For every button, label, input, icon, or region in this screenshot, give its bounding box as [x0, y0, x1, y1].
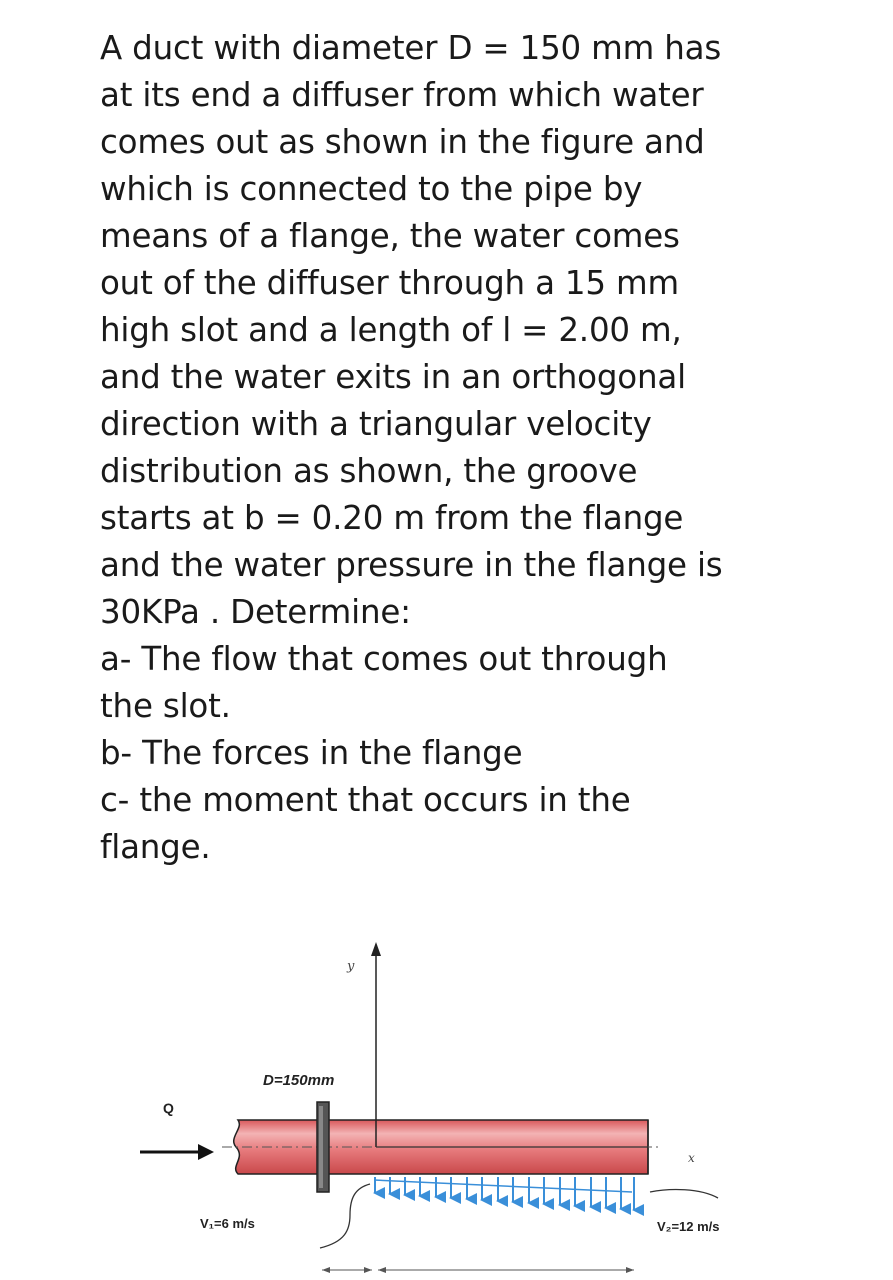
- question-line: the slot.: [100, 687, 231, 725]
- inflow-arrow: [140, 1144, 214, 1160]
- diffuser-diagram: [0, 930, 893, 1280]
- v2-label: V₂=12 m/s: [657, 1219, 720, 1234]
- problem-line: direction with a triangular velocity: [100, 405, 652, 443]
- problem-line: at its end a diffuser from which water: [100, 76, 704, 114]
- flange-highlight: [319, 1106, 323, 1188]
- question-line: a- The flow that comes out through: [100, 640, 668, 678]
- problem-line: distribution as shown, the groove: [100, 452, 638, 490]
- question-a: [100, 636, 800, 730]
- v2-pointer-curve: [650, 1190, 718, 1198]
- question-line: flange.: [100, 828, 211, 866]
- problem-line: out of the diffuser through a 15 mm: [100, 264, 679, 302]
- problem-line: which is connected to the pipe by: [100, 170, 643, 208]
- y-axis: [371, 942, 381, 1147]
- question-line: b- The forces in the flange: [100, 734, 523, 772]
- problem-line: high slot and a length of l = 2.00 m,: [100, 311, 682, 349]
- question-line: c- the moment that occurs in the: [100, 781, 631, 819]
- y-axis-label: y: [347, 959, 355, 974]
- problem-statement: [100, 25, 800, 871]
- problem-line: means of a flange, the water comes: [100, 217, 680, 255]
- diffuser-figure: [0, 930, 893, 1280]
- problem-line: and the water exits in an orthogonal: [100, 358, 686, 396]
- distribution-curve: [320, 1184, 370, 1248]
- problem-line: 30KPa . Determine:: [100, 593, 411, 631]
- problem-line: A duct with diameter D = 150 mm has: [100, 29, 722, 67]
- question-c: [100, 777, 800, 871]
- diameter-label: D=150mm: [263, 1072, 335, 1089]
- v1-label: V₁=6 m/s: [200, 1216, 255, 1231]
- question-b: [100, 730, 800, 777]
- velocity-distribution: [374, 1177, 634, 1210]
- problem-line: and the water pressure in the flange is: [100, 546, 723, 584]
- dimension-lines: [322, 1267, 634, 1273]
- problem-line: comes out as shown in the figure and: [100, 123, 705, 161]
- x-axis-label: x: [688, 1151, 695, 1165]
- problem-line: starts at b = 0.20 m from the flange: [100, 499, 684, 537]
- flow-q-label: Q: [163, 1100, 174, 1116]
